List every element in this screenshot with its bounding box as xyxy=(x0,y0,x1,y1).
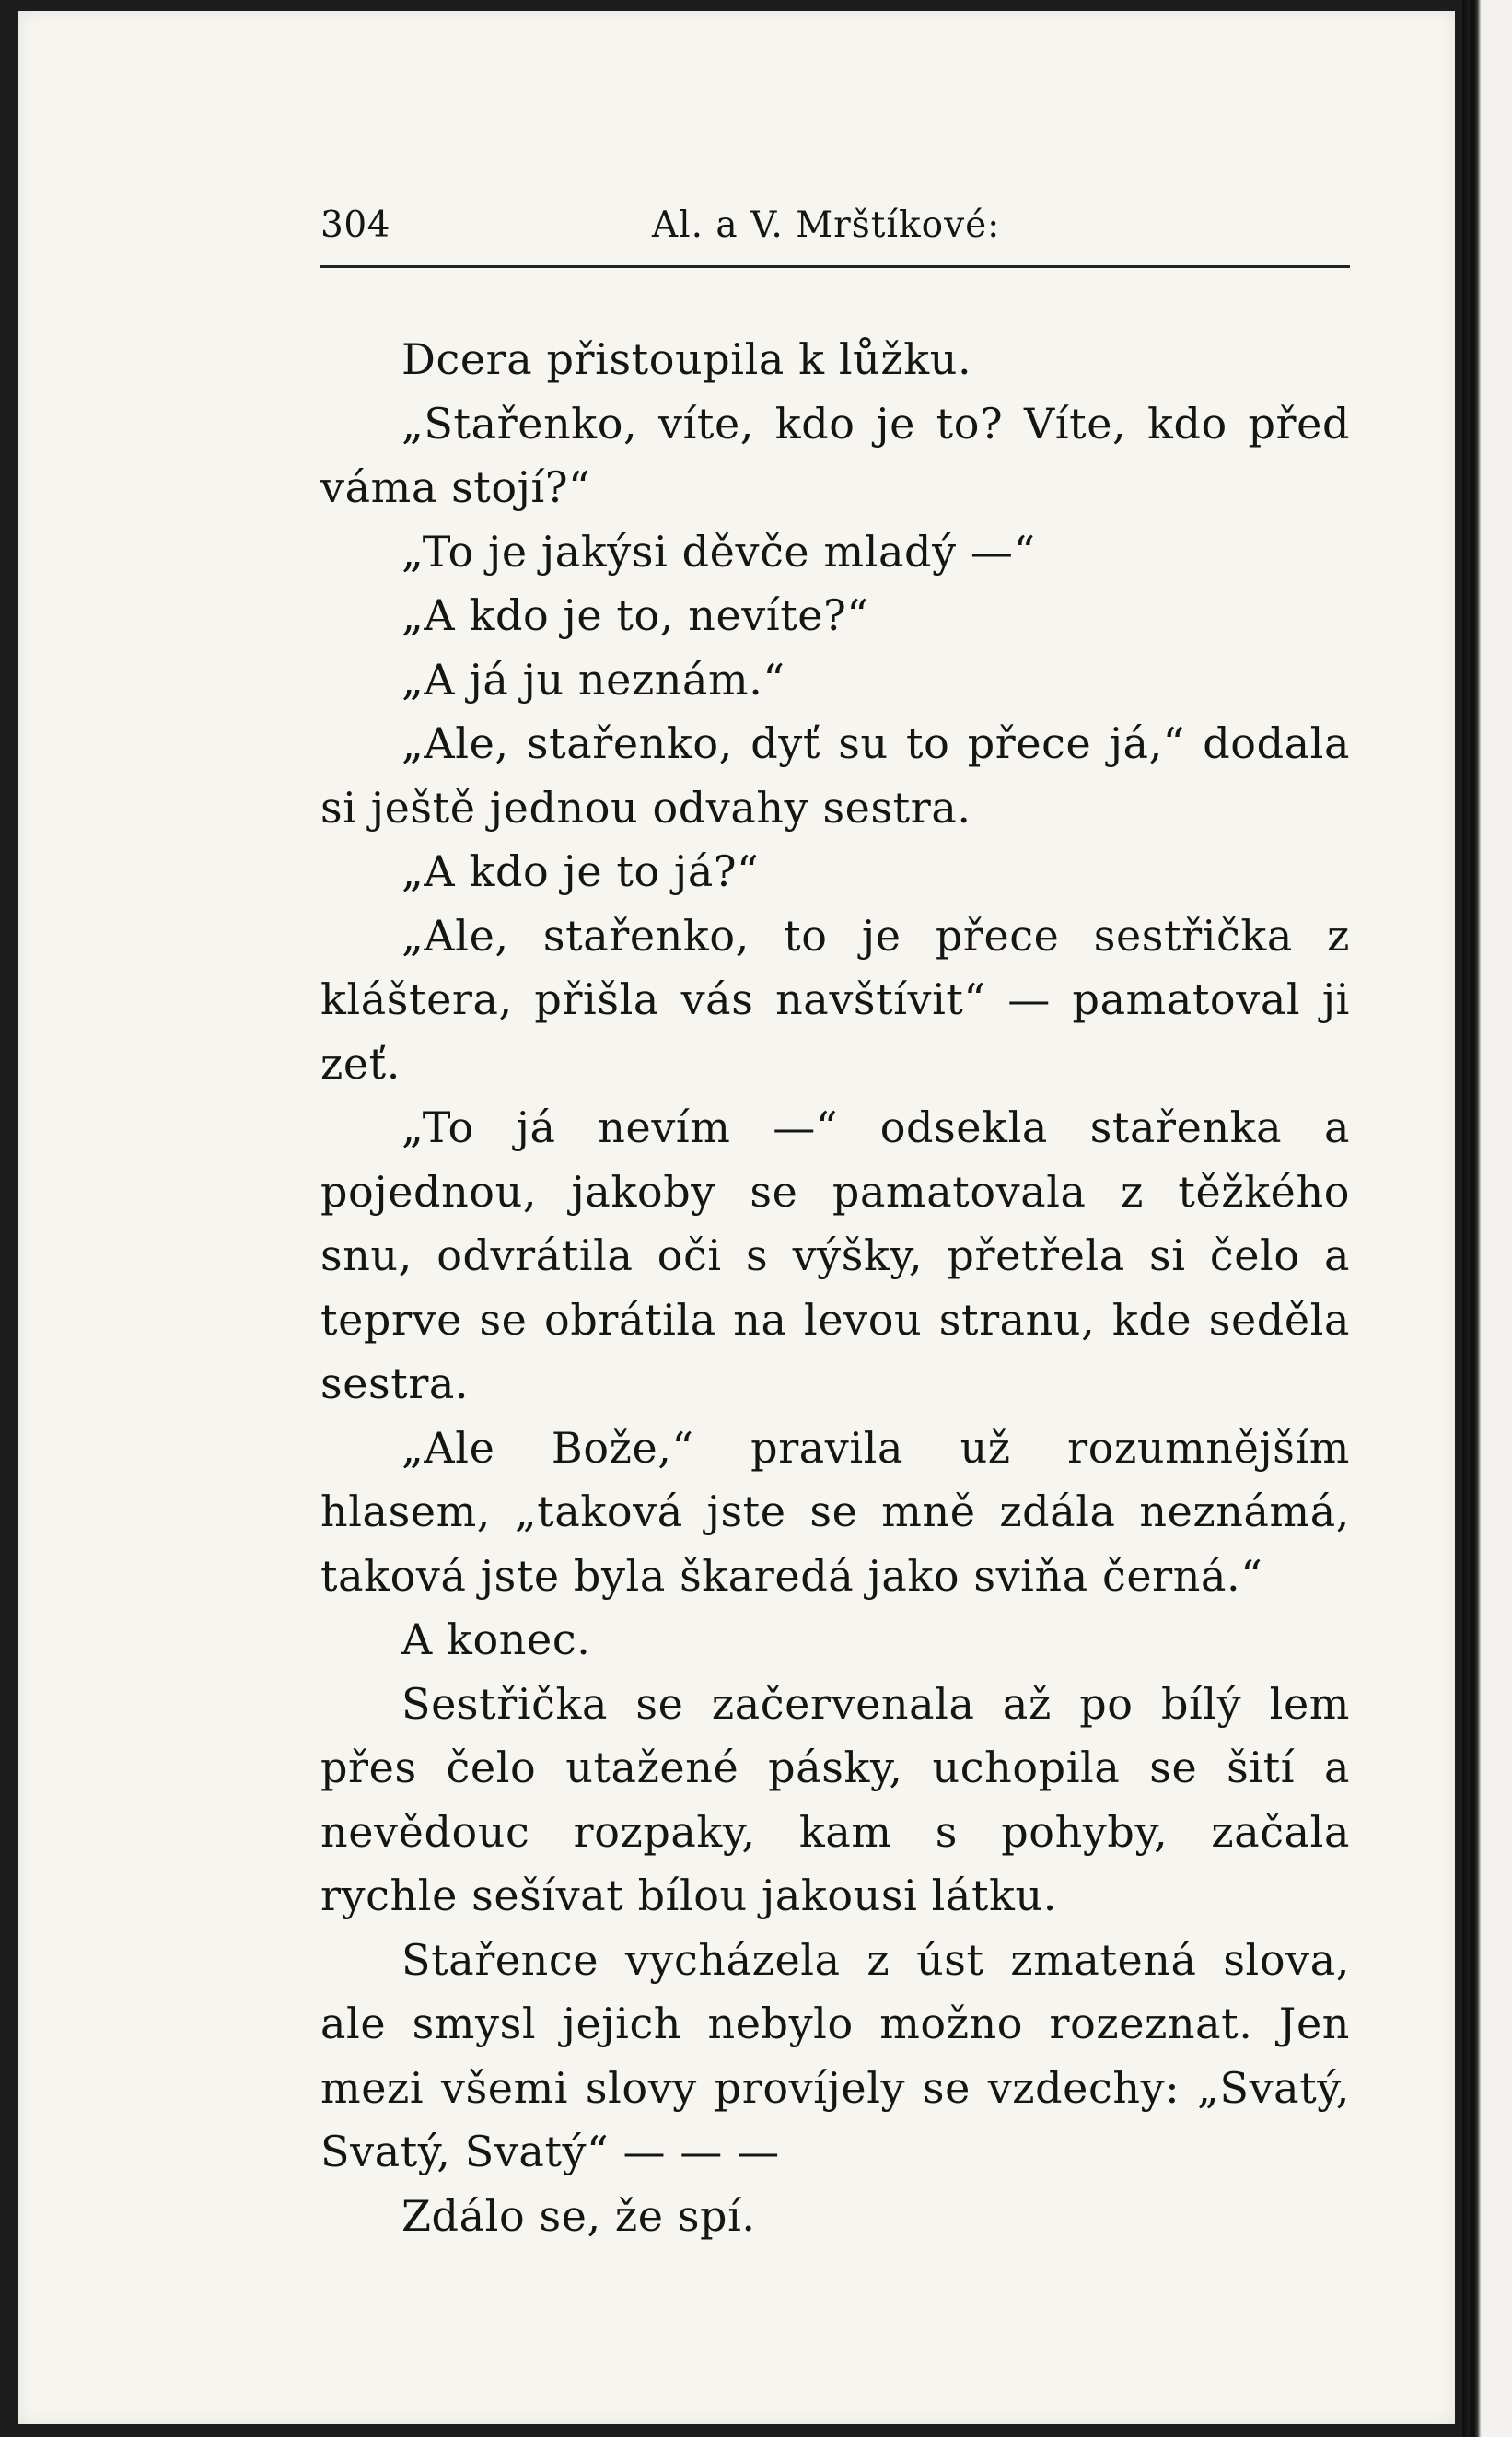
paragraph: „To je jakýsi děvče mladý —“ xyxy=(401,526,1036,577)
paragraph: Zdálo se, že spí. xyxy=(401,2190,756,2241)
paragraph: „A kdo je to já?“ xyxy=(401,846,760,896)
binding-shadow xyxy=(1470,0,1475,2437)
paragraph: Stařence vycházela z úst zmatená slova, ale smysl jejich nebylo možno rozeznat. Jen mezi všemi slovy províjely se vzdechy: „Svatý, Svatý, Svatý“ — — — xyxy=(320,1934,1350,2176)
paragraph: A konec. xyxy=(401,1615,591,1664)
page-header xyxy=(320,204,1350,256)
paragraph: „Ale, stařenko, dyť su to přece já,“ dodala si ještě jednou odvahy sestra. xyxy=(320,718,1350,833)
paragraph: „A já ju neznám.“ xyxy=(401,654,785,705)
page-number: 304 xyxy=(320,204,390,246)
header-rule xyxy=(320,265,1350,268)
paragraph: Sestřička se začervenala až po bílý lem přes čelo utažené pásky, uchopila se šití a nevědouc rozpaky, kam s pohyby, začala rychle sešívat bílou jakousi látku. xyxy=(320,1678,1350,1920)
paragraph: „Ale, stařenko, to je přece sestřička z kláštera, přišla vás navštívit“ — pamatoval ji zeť. xyxy=(320,910,1350,1089)
paragraph: „Ale Bože,“ pravila už rozumnějším hlasem, „taková jste se mně zdála neznámá, taková jste byla škaredá jako sviňa černá.“ xyxy=(320,1422,1350,1601)
paragraph: „To já nevím —“ odsekla stařenka a pojednou, jakoby se pamatovala z těžkého snu, odvrátila oči s výšky, přetřela si čelo a teprve se obrátila na levou stranu, kde seděla sestra. xyxy=(320,1102,1350,1408)
page-body xyxy=(320,328,1350,2248)
running-title: Al. a V. Mrštíkové: xyxy=(652,204,1001,246)
paragraph: „A kdo je to, nevíte?“ xyxy=(401,590,869,640)
paragraph: Dcera přistoupila k lůžku. xyxy=(401,334,972,384)
paragraph: „Stařenko, víte, kdo je to? Víte, kdo před váma stojí?“ xyxy=(320,398,1350,512)
